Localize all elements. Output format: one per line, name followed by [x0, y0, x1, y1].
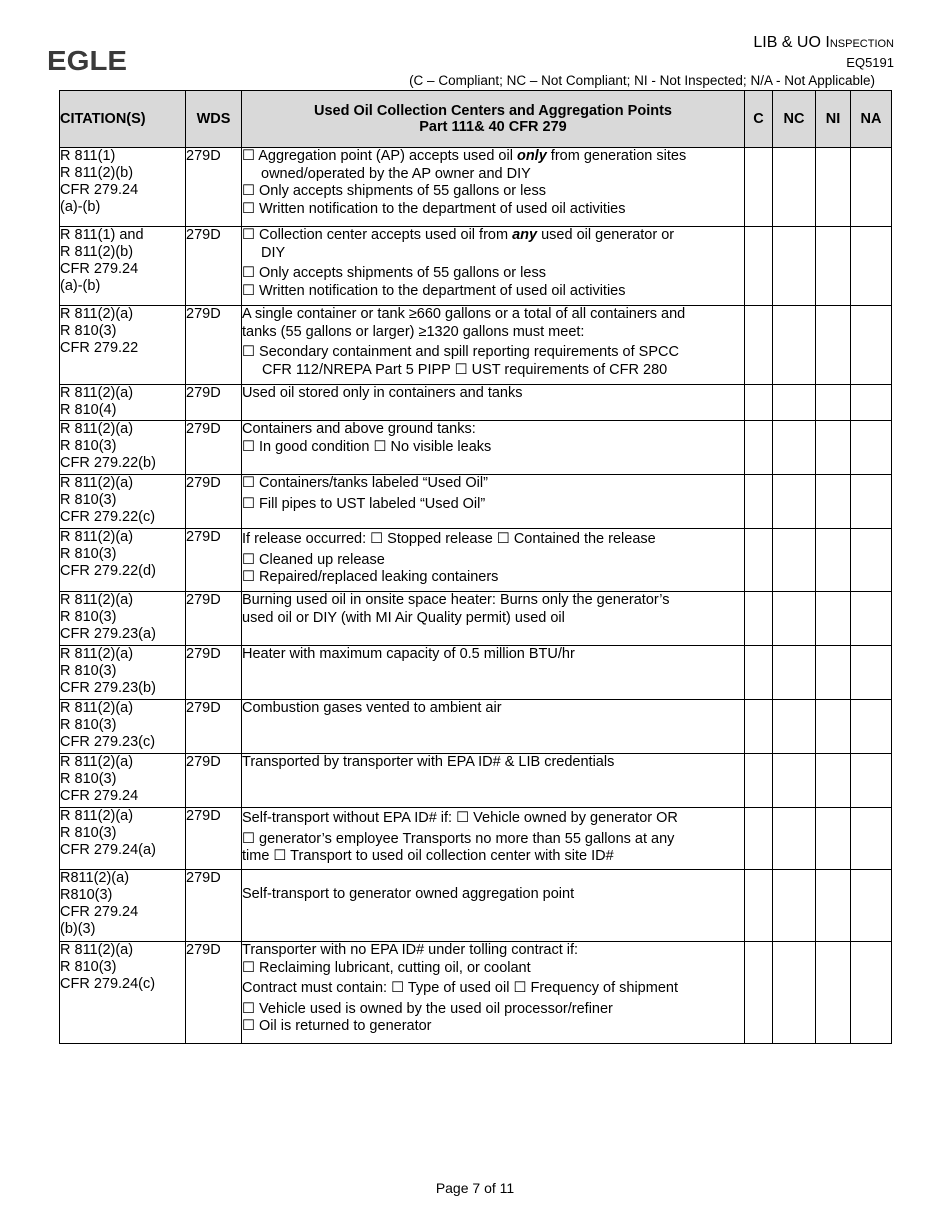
- citation-line: CFR 279.24: [60, 182, 139, 198]
- not-applicable-column-header: NA: [851, 91, 892, 148]
- citation-cell: [60, 148, 186, 227]
- compliant-cell[interactable]: [745, 529, 773, 592]
- citation-line: CFR 279.22(d): [60, 563, 156, 579]
- citation-line: CFR 279.22(c): [60, 509, 156, 525]
- requirement-line: Combustion gases vented to ambient air: [242, 700, 502, 716]
- compliant-cell[interactable]: [745, 754, 773, 808]
- not-compliant-cell[interactable]: [773, 148, 816, 227]
- wds-cell: 279D: [186, 385, 242, 421]
- requirement-line: ☐ Written notification to the department of used oil activities: [242, 282, 626, 299]
- citation-cell: [60, 646, 186, 700]
- requirement-text: used oil generator or: [537, 227, 675, 243]
- not-inspected-cell[interactable]: [816, 385, 851, 421]
- requirement-cell: [242, 475, 745, 529]
- not-applicable-cell[interactable]: [851, 592, 892, 646]
- wds-cell: 279D: [186, 700, 242, 754]
- table-row: [60, 475, 892, 529]
- citation-cell: [60, 808, 186, 870]
- citation-line: CFR 279.24: [60, 788, 139, 804]
- not-compliant-cell[interactable]: [773, 808, 816, 870]
- not-inspected-cell[interactable]: [816, 475, 851, 529]
- citation-line: CFR 279.22: [60, 340, 139, 356]
- requirement-line: If release occurred: ☐ Stopped release ☐ Contained the release: [242, 531, 656, 547]
- citation-line: (a)-(b): [60, 278, 101, 294]
- requirement-line: ☐ Reclaiming lubricant, cutting oil, or coolant: [242, 959, 531, 976]
- citation-line: R 811(2)(a): [60, 592, 134, 608]
- requirement-cell: [242, 227, 745, 306]
- table-row: [60, 646, 892, 700]
- not-applicable-cell[interactable]: [851, 306, 892, 385]
- requirement-line: Contract must contain: ☐ Type of used oil ☐ Frequency of shipment: [242, 980, 678, 996]
- not-compliant-cell[interactable]: [773, 227, 816, 306]
- citation-line: R 811(2)(a): [60, 306, 134, 322]
- citation-line: R 811(1): [60, 148, 116, 164]
- title-prefix: LIB & UO: [753, 34, 826, 51]
- not-compliant-cell[interactable]: [773, 700, 816, 754]
- citation-line: CFR 279.23(b): [60, 680, 156, 696]
- citation-line: CFR 279.24: [60, 904, 139, 920]
- not-compliant-cell[interactable]: [773, 754, 816, 808]
- citation-line: R 811(1) and: [60, 227, 144, 243]
- wds-cell: 279D: [186, 529, 242, 592]
- citation-line: CFR 279.22(b): [60, 455, 156, 471]
- not-applicable-cell[interactable]: [851, 475, 892, 529]
- not-compliant-cell[interactable]: [773, 646, 816, 700]
- compliant-cell[interactable]: [745, 808, 773, 870]
- requirement-header-line2: Part 111& 40 CFR 279: [419, 119, 567, 135]
- requirement-cell: [242, 808, 745, 870]
- requirement-line: ☐ Only accepts shipments of 55 gallons or less: [242, 265, 546, 281]
- wds-cell: 279D: [186, 592, 242, 646]
- not-inspected-column-header: NI: [816, 91, 851, 148]
- citation-cell: [60, 592, 186, 646]
- not-applicable-cell[interactable]: [851, 529, 892, 592]
- not-compliant-cell[interactable]: [773, 421, 816, 475]
- citation-line: R 811(2)(a): [60, 475, 134, 491]
- not-applicable-cell[interactable]: [851, 942, 892, 1044]
- citation-line: R 811(2)(a): [60, 529, 134, 545]
- citation-column-header: CITATION(S): [60, 91, 186, 148]
- wds-cell: 279D: [186, 754, 242, 808]
- wds-cell: 279D: [186, 808, 242, 870]
- requirement-text: ☐ Aggregation point (AP) accepts used oil: [242, 148, 517, 164]
- citation-cell: [60, 227, 186, 306]
- requirement-cell: [242, 529, 745, 592]
- compliant-cell[interactable]: [745, 148, 773, 227]
- wds-cell: 279D: [186, 227, 242, 306]
- not-applicable-cell[interactable]: [851, 646, 892, 700]
- not-inspected-cell[interactable]: [816, 421, 851, 475]
- citation-cell: [60, 306, 186, 385]
- compliant-column-header: C: [745, 91, 773, 148]
- requirement-line: ☐ Cleaned up release: [242, 551, 385, 568]
- requirement-emphasis: any: [512, 227, 538, 243]
- not-applicable-cell[interactable]: [851, 385, 892, 421]
- compliant-cell[interactable]: [745, 592, 773, 646]
- citation-line: (a)-(b): [60, 199, 101, 215]
- compliant-cell[interactable]: [745, 306, 773, 385]
- requirement-line: Containers and above ground tanks:: [242, 421, 476, 437]
- not-inspected-cell[interactable]: [816, 148, 851, 227]
- egle-logo: [47, 46, 129, 72]
- requirement-line: Used oil stored only in containers and tanks: [242, 385, 523, 401]
- not-applicable-cell[interactable]: [851, 754, 892, 808]
- citation-line: R 811(2)(a): [60, 421, 134, 437]
- citation-cell: [60, 870, 186, 942]
- citation-line: R 810(3): [60, 323, 117, 339]
- table-row: [60, 385, 892, 421]
- requirement-line: ☐ Fill pipes to UST labeled “Used Oil”: [242, 495, 486, 512]
- table-header-row: [60, 91, 892, 148]
- citation-cell: [60, 754, 186, 808]
- requirement-text: from generation sites: [546, 148, 687, 164]
- requirement-text: ☐ Collection center accepts used oil from: [242, 227, 513, 243]
- requirement-cell: [242, 306, 745, 385]
- requirement-line: ☐ Only accepts shipments of 55 gallons or less: [242, 183, 546, 199]
- not-inspected-cell[interactable]: [816, 700, 851, 754]
- requirement-cell: [242, 421, 745, 475]
- requirement-line: ☐ In good condition ☐ No visible leaks: [242, 438, 492, 455]
- compliant-cell[interactable]: [745, 385, 773, 421]
- table-row: [60, 754, 892, 808]
- not-compliant-cell[interactable]: [773, 870, 816, 942]
- not-applicable-cell[interactable]: [851, 227, 892, 306]
- wds-cell: 279D: [186, 306, 242, 385]
- table-row: [60, 808, 892, 870]
- requirement-line: ☐ Secondary containment and spill reporting requirements of SPCC: [242, 344, 679, 360]
- inspection-checklist-table: [59, 90, 892, 1044]
- not-inspected-cell[interactable]: [816, 306, 851, 385]
- table-row: [60, 942, 892, 1044]
- citation-line: R 811(2)(a): [60, 808, 134, 824]
- requirement-line: used oil or DIY (with MI Air Quality permit) used oil: [242, 609, 565, 626]
- requirement-cell: [242, 754, 745, 808]
- not-inspected-cell[interactable]: [816, 942, 851, 1044]
- citation-line: R 811(2)(a): [60, 646, 134, 662]
- wds-column-header: WDS: [186, 91, 242, 148]
- not-inspected-cell[interactable]: [816, 808, 851, 870]
- egle-logo-text: EGLE: [47, 46, 127, 72]
- table-row: [60, 870, 892, 942]
- table-row: [60, 421, 892, 475]
- not-applicable-cell[interactable]: [851, 421, 892, 475]
- requirement-line: Burning used oil in onsite space heater: Burns only the generator’s: [242, 592, 670, 608]
- table-row: [60, 529, 892, 592]
- requirement-line: ☐ Vehicle used is owned by the used oil processor/refiner: [242, 1000, 613, 1017]
- compliant-cell[interactable]: [745, 421, 773, 475]
- citation-cell: [60, 475, 186, 529]
- citation-line: R 810(4): [60, 402, 117, 418]
- requirement-line: ☐ Oil is returned to generator: [242, 1018, 432, 1034]
- requirement-cell: [242, 700, 745, 754]
- requirement-cell: [242, 870, 745, 942]
- compliant-cell[interactable]: [745, 475, 773, 529]
- citation-line: R 810(3): [60, 663, 117, 679]
- citation-line: R 811(2)(b): [60, 165, 134, 181]
- requirement-cell: [242, 592, 745, 646]
- requirement-line: [242, 227, 744, 245]
- status-legend: (C – Compliant; NC – Not Compliant; NI - Not Inspected; N/A - Not Applicable): [409, 73, 875, 88]
- not-applicable-cell[interactable]: [851, 700, 892, 754]
- requirement-line: DIY: [261, 244, 286, 261]
- requirement-line: Self-transport to generator owned aggregation point: [242, 886, 575, 902]
- citation-cell: [60, 700, 186, 754]
- not-inspected-cell[interactable]: [816, 870, 851, 942]
- compliant-cell[interactable]: [745, 227, 773, 306]
- table-row: [60, 227, 892, 306]
- citation-line: R 810(3): [60, 438, 117, 454]
- citation-line: R 811(2)(a): [60, 700, 134, 716]
- citation-cell: [60, 942, 186, 1044]
- title-suffix: Inspection: [825, 34, 894, 51]
- requirement-header-line1: Used Oil Collection Centers and Aggregation Points: [314, 103, 672, 119]
- requirement-cell: [242, 385, 745, 421]
- citation-line: R 810(3): [60, 959, 117, 975]
- compliant-cell[interactable]: [745, 646, 773, 700]
- not-inspected-cell[interactable]: [816, 529, 851, 592]
- citation-line: R 810(3): [60, 771, 117, 787]
- citation-line: R 811(2)(a): [60, 942, 134, 958]
- requirement-cell: [242, 942, 745, 1044]
- requirement-cell: [242, 148, 745, 227]
- citation-cell: [60, 385, 186, 421]
- citation-line: CFR 279.23(c): [60, 734, 156, 750]
- citation-line: R 810(3): [60, 546, 117, 562]
- requirement-line: ☐ Repaired/replaced leaking containers: [242, 569, 499, 585]
- not-inspected-cell[interactable]: [816, 227, 851, 306]
- citation-line: R 810(3): [60, 609, 117, 625]
- requirement-line: ☐ Written notification to the department of used oil activities: [242, 200, 626, 217]
- table-row: [60, 148, 892, 227]
- requirement-cell: [242, 646, 745, 700]
- requirement-line: CFR 112/NREPA Part 5 PIPP ☐ UST requirements of CFR 280: [262, 361, 668, 378]
- not-applicable-cell[interactable]: [851, 870, 892, 942]
- requirement-line: tanks (55 gallons or larger) ≥1320 gallons must meet:: [242, 323, 585, 340]
- citation-line: R811(2)(a): [60, 870, 130, 886]
- not-compliant-cell[interactable]: [773, 385, 816, 421]
- requirement-line: Transported by transporter with EPA ID# & LIB credentials: [242, 754, 615, 770]
- wds-cell: 279D: [186, 421, 242, 475]
- citation-line: R 810(3): [60, 825, 117, 841]
- citation-line: CFR 279.24(c): [60, 976, 156, 992]
- citation-line: R 811(2)(b): [60, 244, 134, 260]
- table-row: [60, 306, 892, 385]
- requirement-column-header: [242, 91, 745, 148]
- requirement-line: A single container or tank ≥660 gallons or a total of all containers and: [242, 306, 686, 322]
- not-compliant-cell[interactable]: [773, 592, 816, 646]
- citation-line: (b)(3): [60, 921, 96, 937]
- not-compliant-cell[interactable]: [773, 529, 816, 592]
- compliant-cell[interactable]: [745, 870, 773, 942]
- page-number: Page 7 of 11: [435, 1180, 515, 1196]
- compliant-cell[interactable]: [745, 700, 773, 754]
- wds-cell: 279D: [186, 148, 242, 227]
- requirement-line: [242, 148, 744, 166]
- not-inspected-cell[interactable]: [816, 592, 851, 646]
- requirement-line: Heater with maximum capacity of 0.5 million BTU/hr: [242, 646, 575, 662]
- requirement-line: Transporter with no EPA ID# under tolling contract if:: [242, 942, 579, 958]
- wds-cell: 279D: [186, 475, 242, 529]
- citation-line: R 811(2)(a): [60, 385, 134, 401]
- requirement-line: ☐ generator’s employee Transports no more than 55 gallons at any: [242, 830, 675, 847]
- table-row: [60, 592, 892, 646]
- not-compliant-column-header: NC: [773, 91, 816, 148]
- not-inspected-cell[interactable]: [816, 646, 851, 700]
- citation-line: R 810(3): [60, 492, 117, 508]
- wds-cell: 279D: [186, 942, 242, 1044]
- citation-cell: [60, 421, 186, 475]
- form-number: EQ5191: [846, 55, 894, 70]
- wds-cell: 279D: [186, 870, 242, 942]
- not-applicable-cell[interactable]: [851, 808, 892, 870]
- not-compliant-cell[interactable]: [773, 306, 816, 385]
- citation-line: CFR 279.24: [60, 261, 139, 277]
- citation-line: R 810(3): [60, 717, 117, 733]
- requirement-line: Self-transport without EPA ID# if: ☐ Vehicle owned by generator OR: [242, 810, 678, 826]
- citation-line: R810(3): [60, 887, 113, 903]
- table-row: [60, 700, 892, 754]
- requirement-emphasis: only: [516, 148, 547, 164]
- compliant-cell[interactable]: [745, 942, 773, 1044]
- citation-line: R 811(2)(a): [60, 754, 134, 770]
- requirement-line: ☐ Containers/tanks labeled “Used Oil”: [242, 475, 488, 491]
- not-compliant-cell[interactable]: [773, 942, 816, 1044]
- citation-cell: [60, 529, 186, 592]
- not-applicable-cell[interactable]: [851, 148, 892, 227]
- wds-cell: 279D: [186, 646, 242, 700]
- citation-line: CFR 279.23(a): [60, 626, 156, 642]
- not-compliant-cell[interactable]: [773, 475, 816, 529]
- citation-line: CFR 279.24(a): [60, 842, 156, 858]
- requirement-line: owned/operated by the AP owner and DIY: [261, 165, 531, 182]
- document-title: [753, 34, 894, 52]
- not-inspected-cell[interactable]: [816, 754, 851, 808]
- requirement-line: time ☐ Transport to used oil collection center with site ID#: [242, 848, 614, 864]
